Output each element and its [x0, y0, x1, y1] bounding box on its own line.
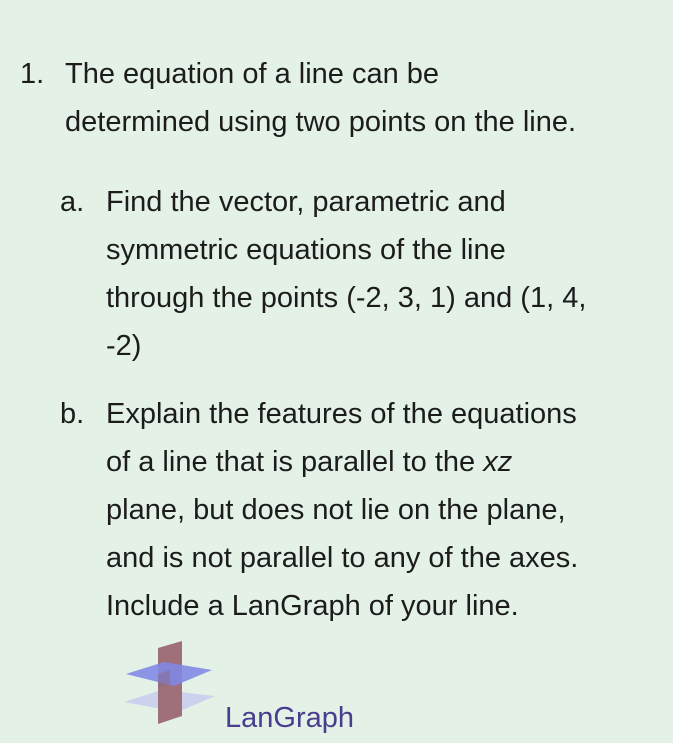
part-b [60, 390, 660, 620]
part-b-line-2-text: of a line that is parallel to the [106, 446, 484, 478]
part-a-text [106, 178, 651, 370]
part-b-line-3: plane, but does not lie on the plane, [106, 494, 566, 526]
langraph-link[interactable]: LanGraph [225, 702, 354, 734]
part-a-line-4: -2) [106, 330, 142, 362]
part-b-line-1: Explain the features of the equations [106, 398, 577, 430]
langraph-planes-icon[interactable] [120, 640, 220, 730]
part-b-letter: b. [60, 398, 85, 430]
part-b-text [106, 390, 651, 630]
question-line-1: The equation of a line can be [65, 58, 440, 90]
part-a-line-3: through the points (-2, 3, 1) and (1, 4, [106, 282, 587, 314]
part-a-line-2: symmetric equations of the line [106, 234, 506, 266]
part-b-line-5: Include a LanGraph of your line. [106, 590, 519, 622]
part-b-line-4: and is not parallel to any of the axes. [106, 542, 579, 574]
part-a [60, 178, 660, 378]
question-text [65, 50, 660, 146]
part-a-line-1: Find the vector, parametric and [106, 186, 506, 218]
part-a-letter: a. [60, 186, 85, 218]
part-b-line-2 [106, 438, 651, 486]
question-line-2: determined using two points on the line. [65, 106, 577, 138]
question-number: 1. [20, 58, 45, 90]
xz-plane-term: xz [483, 446, 513, 478]
